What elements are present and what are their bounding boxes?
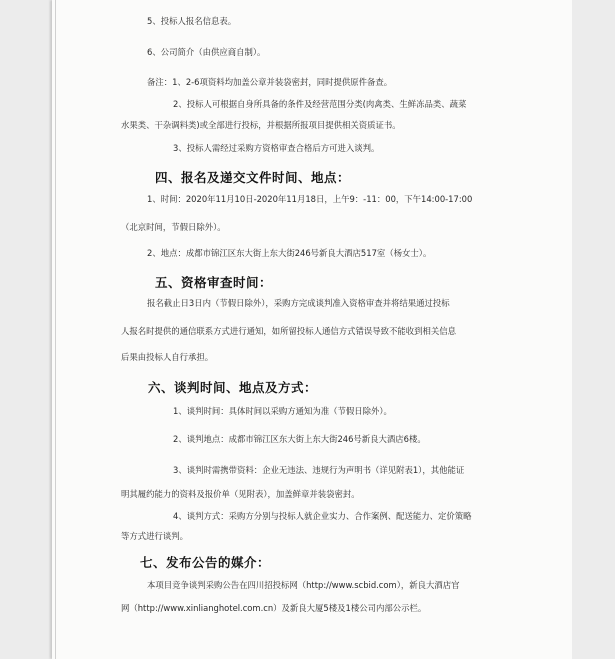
review-line: 报名截止日3日内（节假日除外），采购方完成谈判准入资格审查并将结果通过投标 xyxy=(147,298,450,308)
remark-line: 2、投标人可根据自身所具备的条件及经营范围分类(肉禽类、生鲜冻品类、蔬菜 xyxy=(173,99,467,109)
negotiation-line: 1、谈判时间：具体时间以采购方通知为准（节假日除外）。 xyxy=(173,406,392,416)
time-line: 1、时间：2020年11月10日-2020年11月18日，上午9：-11：00，下午14:00-17:00 xyxy=(147,194,473,204)
negotiation-line: 等方式进行谈判。 xyxy=(121,531,188,541)
negotiation-line: 4、谈判方式：采购方分别与投标人就企业实力、合作案例、配送能力、定价策略 xyxy=(173,511,472,521)
page-edge xyxy=(55,0,56,659)
section-heading: 四、报名及递交文件时间、地点： xyxy=(155,170,351,185)
item-line: 6、公司简介（由供应商自制）。 xyxy=(147,47,266,57)
remark-line: 3、投标人需经过采购方资格审查合格后方可进入谈判。 xyxy=(173,143,380,153)
negotiation-line: 2、谈判地点：成都市锦江区东大街上东大街246号新良大酒店6楼。 xyxy=(173,434,426,444)
remark-line: 水果类、干杂调料类)或全部进行投标，并根据所报项目提供相关资质证书。 xyxy=(121,120,401,130)
location-line: 2、地点：成都市锦江区东大街上东大街246号新良大酒店517室（杨女士）。 xyxy=(147,248,432,258)
item-line: 5、投标人报名信息表。 xyxy=(147,16,237,26)
review-line: 人报名时提供的通信联系方式进行通知，如所留投标人通信方式错误导致不能收到相关信息 xyxy=(121,326,456,336)
section-heading: 六、谈判时间、地点及方式： xyxy=(148,380,318,395)
review-line: 后果由投标人自行承担。 xyxy=(121,352,214,362)
media-line: 本项目竞争谈判采购公告在四川招投标网（http://www.scbid.com），新良大酒店官 xyxy=(147,580,460,590)
media-line: 网（http://www.xinlianghotel.com.cn）及新良大厦5楼及1楼公司内部公示栏。 xyxy=(121,603,427,613)
remark-line: 备注：1、2-6项资料均加盖公章并装袋密封，同时提供原件备查。 xyxy=(147,77,393,87)
time-line: （北京时间，节假日除外）。 xyxy=(121,222,226,232)
negotiation-line: 明其履约能力的资料及报价单（见附表），加盖鲜章并装袋密封。 xyxy=(121,489,360,499)
section-heading: 七、发布公告的媒介： xyxy=(140,555,271,570)
section-heading: 五、资格审查时间： xyxy=(155,275,273,290)
negotiation-line: 3、谈判时需携带资料：企业无违法、违规行为声明书（详见附表1），其他能证 xyxy=(173,465,465,475)
